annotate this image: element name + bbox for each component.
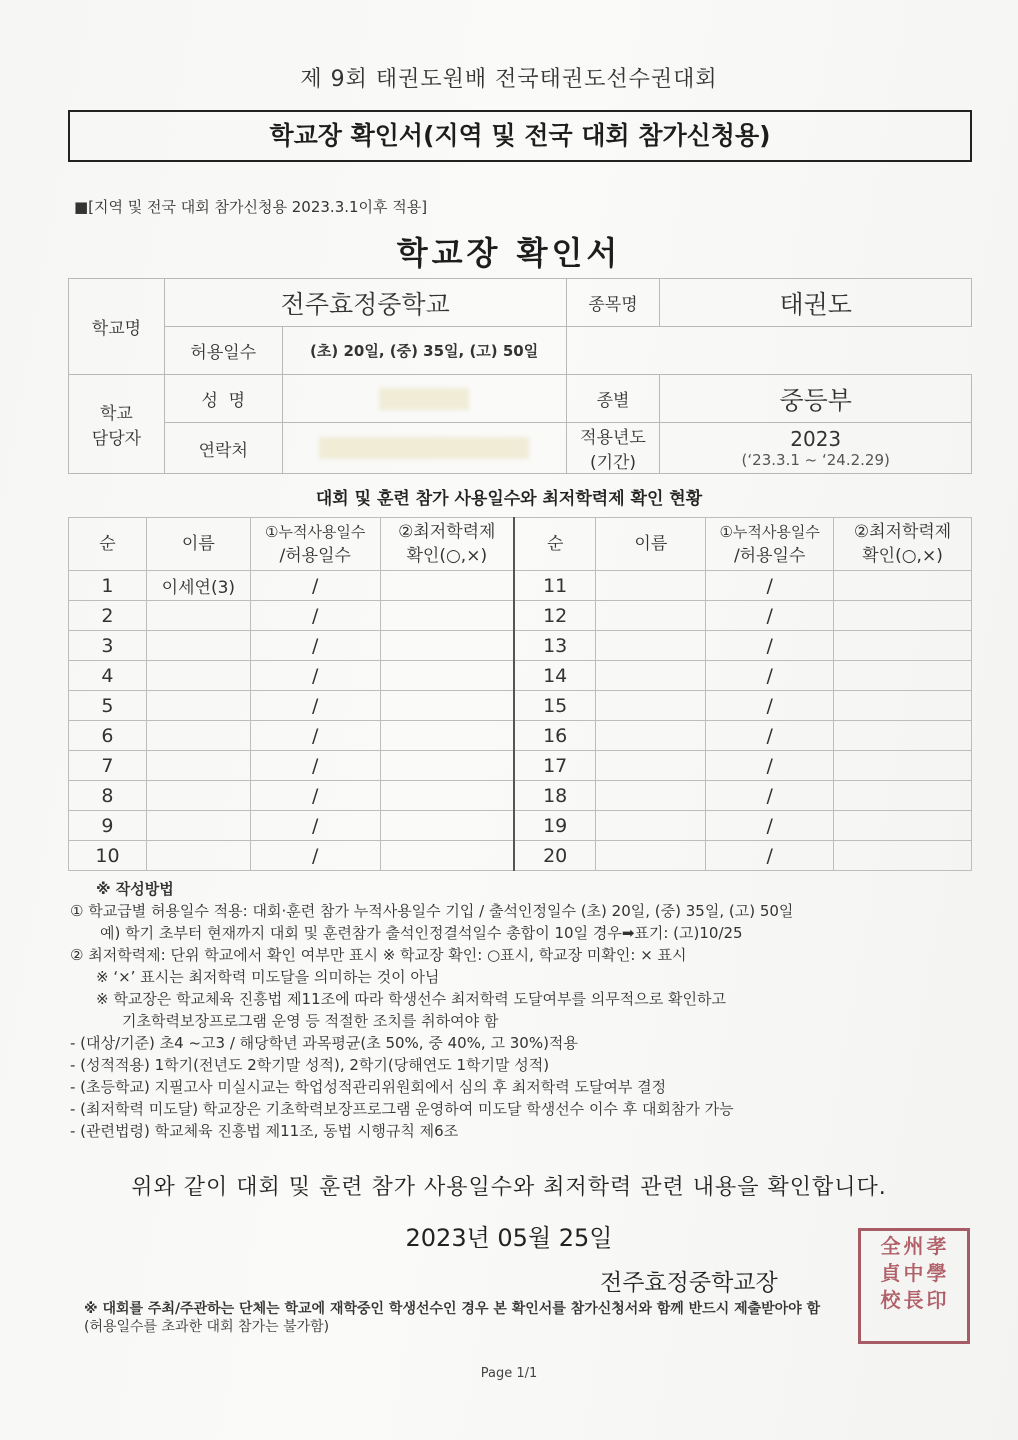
instruction-line: - (성적적용) 1학기(전년도 2학기말 성적), 2학기(당해연도 1학기말 성적) (70, 1056, 550, 1074)
row-min (834, 571, 972, 601)
row-days: / (250, 751, 380, 781)
row-min (834, 661, 972, 691)
col-header-min-right (834, 518, 972, 571)
row-min (834, 751, 972, 781)
row-name (596, 811, 706, 841)
main-title: 학교장 확인서 (396, 234, 622, 272)
contact-group-label-line2: 담당자 (91, 429, 142, 449)
row-days: / (706, 811, 834, 841)
row-name: 이세연(3) (146, 571, 250, 601)
row-name (146, 721, 250, 751)
row-no: 4 (69, 661, 147, 691)
instruction-line: 예) 학기 초부터 현재까지 대회 및 훈련참가 출석인정결석일수 총합이 10일 경우➡표기: (고)10/25 (100, 924, 743, 942)
col-header-days-left (250, 518, 380, 571)
row-days: / (706, 841, 834, 871)
col-min-line1: ②최저학력제 (398, 522, 496, 542)
row-no: 16 (514, 721, 596, 751)
year-label-line2: (기간) (589, 453, 637, 473)
row-no: 6 (69, 721, 147, 751)
row-name (596, 601, 706, 631)
col-min-line1: ②최저학력제 (853, 522, 952, 542)
row-min (834, 721, 972, 751)
table-row (69, 601, 972, 631)
instruction-line: ① 학교급별 허용일수 적용: 대회·훈련 참가 누적사용일수 기입 / 출석인정일수 (초) 20일, (중) 35일, (고) 50일 (70, 902, 794, 920)
document-title-box: 학교장 확인서(지역 및 전국 대회 참가신청용) (68, 110, 972, 162)
instruction-line: ※ ‘×’ 표시는 최저학력 미도달을 의미하는 것이 아님 (96, 968, 440, 986)
row-no: 10 (69, 841, 147, 871)
col-header-no-left: 순 (69, 518, 147, 571)
athlete-list-body (69, 571, 972, 871)
row-days: / (250, 721, 380, 751)
table-row (69, 841, 972, 871)
row-name (146, 691, 250, 721)
row-no: 15 (514, 691, 596, 721)
issue-date: 2023년 05월 25일 (405, 1224, 613, 1252)
row-no: 17 (514, 751, 596, 781)
row-name (146, 751, 250, 781)
row-min (380, 601, 514, 631)
instructions-heading: ※ 작성방법 (96, 880, 174, 898)
row-days: / (250, 811, 380, 841)
allowed-days-value: (초) 20일, (중) 35일, (고) 50일 (282, 327, 566, 375)
school-name-value: 전주효정중학교 (164, 279, 566, 327)
row-days: / (706, 721, 834, 751)
col-header-days-right (706, 518, 834, 571)
row-min (834, 781, 972, 811)
instruction-line: ② 최저학력제: 단위 학교에서 확인 여부만 표시 ※ 학교장 확인: ○표시, 학교장 미확인: × 표시 (70, 946, 687, 964)
row-no: 7 (69, 751, 147, 781)
allowed-days-label: 허용일수 (164, 327, 282, 375)
row-min (380, 721, 514, 751)
row-name (146, 781, 250, 811)
row-no: 20 (514, 841, 596, 871)
table-row (69, 691, 972, 721)
row-min (834, 691, 972, 721)
row-days: / (250, 631, 380, 661)
row-min (380, 841, 514, 871)
table-row (69, 661, 972, 691)
page-number: Page 1/1 (480, 1366, 538, 1381)
section-title: 대회 및 훈련 참가 사용일수와 최저학력제 확인 현황 (315, 489, 703, 509)
year-value: 2023 (790, 427, 842, 451)
col-header-name-left: 이름 (146, 518, 250, 571)
row-min (380, 811, 514, 841)
col-days-line2: /허용일수 (733, 546, 806, 566)
row-min (834, 811, 972, 841)
phone-value (282, 423, 566, 474)
athlete-list-table (68, 517, 972, 871)
instruction-line: ※ 학교장은 학교체육 진흥법 제11조에 따라 학생선수 최저학력 도달여부를 의무적으로 확인하고 (96, 990, 726, 1008)
row-min (834, 601, 972, 631)
row-days: / (706, 661, 834, 691)
table-row (69, 751, 972, 781)
year-period: (‘23.3.1 ~ ‘24.2.29) (741, 451, 890, 469)
instruction-line: - (대상/기준) 초4 ~고3 / 해당학년 과목평균(초 50%, 중 40%, 고 30%)적용 (70, 1034, 578, 1052)
redacted-phone (319, 437, 529, 459)
row-name (596, 781, 706, 811)
row-min (834, 631, 972, 661)
row-name (596, 751, 706, 781)
row-min (380, 631, 514, 661)
row-no: 5 (69, 691, 147, 721)
school-name-label: 학교명 (69, 279, 165, 375)
table-row (69, 811, 972, 841)
competition-title: 제 9회 태권도원배 전국태권도선수권대회 (300, 67, 718, 92)
footnote-line2: (허용일수를 초과한 대회 참가는 불가함) (84, 1319, 330, 1335)
event-value: 태권도 (660, 279, 972, 327)
table-row (69, 781, 972, 811)
row-min (380, 691, 514, 721)
row-min (380, 781, 514, 811)
redacted-name (379, 388, 469, 410)
row-days: / (250, 691, 380, 721)
event-label: 종목명 (566, 279, 660, 327)
principal-name: 전주효정중학교장 (600, 1270, 778, 1296)
school-info-table (68, 278, 972, 474)
row-name (596, 691, 706, 721)
row-min (834, 841, 972, 871)
manager-name-value (282, 375, 566, 423)
division-label: 종별 (566, 375, 660, 423)
row-name (146, 841, 250, 871)
footnote (84, 1300, 820, 1336)
manager-name-label: 성 명 (164, 375, 282, 423)
instruction-line: 기초학력보장프로그램 운영 등 적절한 조치를 취하여야 함 (122, 1012, 499, 1030)
col-header-no-right: 순 (514, 518, 596, 571)
table-row (69, 721, 972, 751)
year-label (566, 423, 660, 474)
row-days: / (250, 841, 380, 871)
row-name (596, 841, 706, 871)
col-header-name-right: 이름 (596, 518, 706, 571)
footnote-line1: ※ 대회를 주최/주관하는 단체는 학교에 재학중인 학생선수인 경우 본 확인서를 참가신청서와 함께 반드시 제출받아야 함 (84, 1301, 821, 1317)
row-name (146, 601, 250, 631)
instruction-line: - (초등학교) 지필고사 미실시교는 학업성적관리위원회에서 심의 후 최저학력 도달여부 결정 (70, 1078, 667, 1096)
row-no: 18 (514, 781, 596, 811)
instruction-line: - (최저학력 미도달) 학교장은 기초학력보장프로그램 운영하여 미도달 학생선수 이수 후 대회참가 가능 (70, 1100, 734, 1118)
col-days-line2: /허용일수 (279, 546, 351, 566)
row-days: / (706, 691, 834, 721)
contact-group-label-line1: 학교 (99, 404, 133, 424)
col-header-min-left (380, 518, 514, 571)
row-name (146, 631, 250, 661)
row-min (380, 661, 514, 691)
table-row (69, 631, 972, 661)
phone-label: 연락처 (164, 423, 282, 474)
row-days: / (250, 661, 380, 691)
table-row (69, 571, 972, 601)
row-no: 2 (69, 601, 147, 631)
col-min-line2: 확인(○,×) (862, 546, 943, 566)
row-name (146, 661, 250, 691)
confirmation-statement: 위와 같이 대회 및 훈련 참가 사용일수와 최저학력 관련 내용을 확인합니다. (131, 1175, 887, 1200)
row-no: 9 (69, 811, 147, 841)
row-no: 11 (514, 571, 596, 601)
row-name (596, 571, 706, 601)
row-days: / (706, 781, 834, 811)
row-no: 3 (69, 631, 147, 661)
col-min-line2: 확인(○,×) (406, 546, 488, 566)
row-days: / (250, 781, 380, 811)
instruction-line: - (관련법령) 학교체육 진흥법 제11조, 동법 시행규칙 제6조 (70, 1122, 459, 1140)
row-days: / (706, 751, 834, 781)
row-days: / (706, 601, 834, 631)
row-min (380, 751, 514, 781)
instructions (70, 878, 970, 1142)
row-days: / (706, 631, 834, 661)
row-name (596, 631, 706, 661)
year-value-cell (660, 423, 972, 474)
row-name (146, 811, 250, 841)
row-min (380, 571, 514, 601)
row-no: 14 (514, 661, 596, 691)
row-days: / (250, 601, 380, 631)
row-days: / (706, 571, 834, 601)
row-no: 1 (69, 571, 147, 601)
row-name (596, 721, 706, 751)
col-days-line1: ①누적사용일수 (265, 523, 366, 541)
application-note: ■[지역 및 전국 대회 참가신청용 2023.3.1이후 적용] (74, 198, 428, 216)
division-value: 중등부 (660, 375, 972, 423)
row-days: / (250, 571, 380, 601)
year-label-line1: 적용년도 (580, 428, 646, 448)
seal-glyphs: 全州孝 貞中學 校長印 (880, 1234, 950, 1312)
official-seal (858, 1228, 970, 1344)
contact-group-label (69, 375, 165, 474)
row-no: 13 (514, 631, 596, 661)
row-no: 12 (514, 601, 596, 631)
row-no: 19 (514, 811, 596, 841)
row-no: 8 (69, 781, 147, 811)
row-name (596, 661, 706, 691)
col-days-line1: ①누적사용일수 (719, 523, 820, 541)
